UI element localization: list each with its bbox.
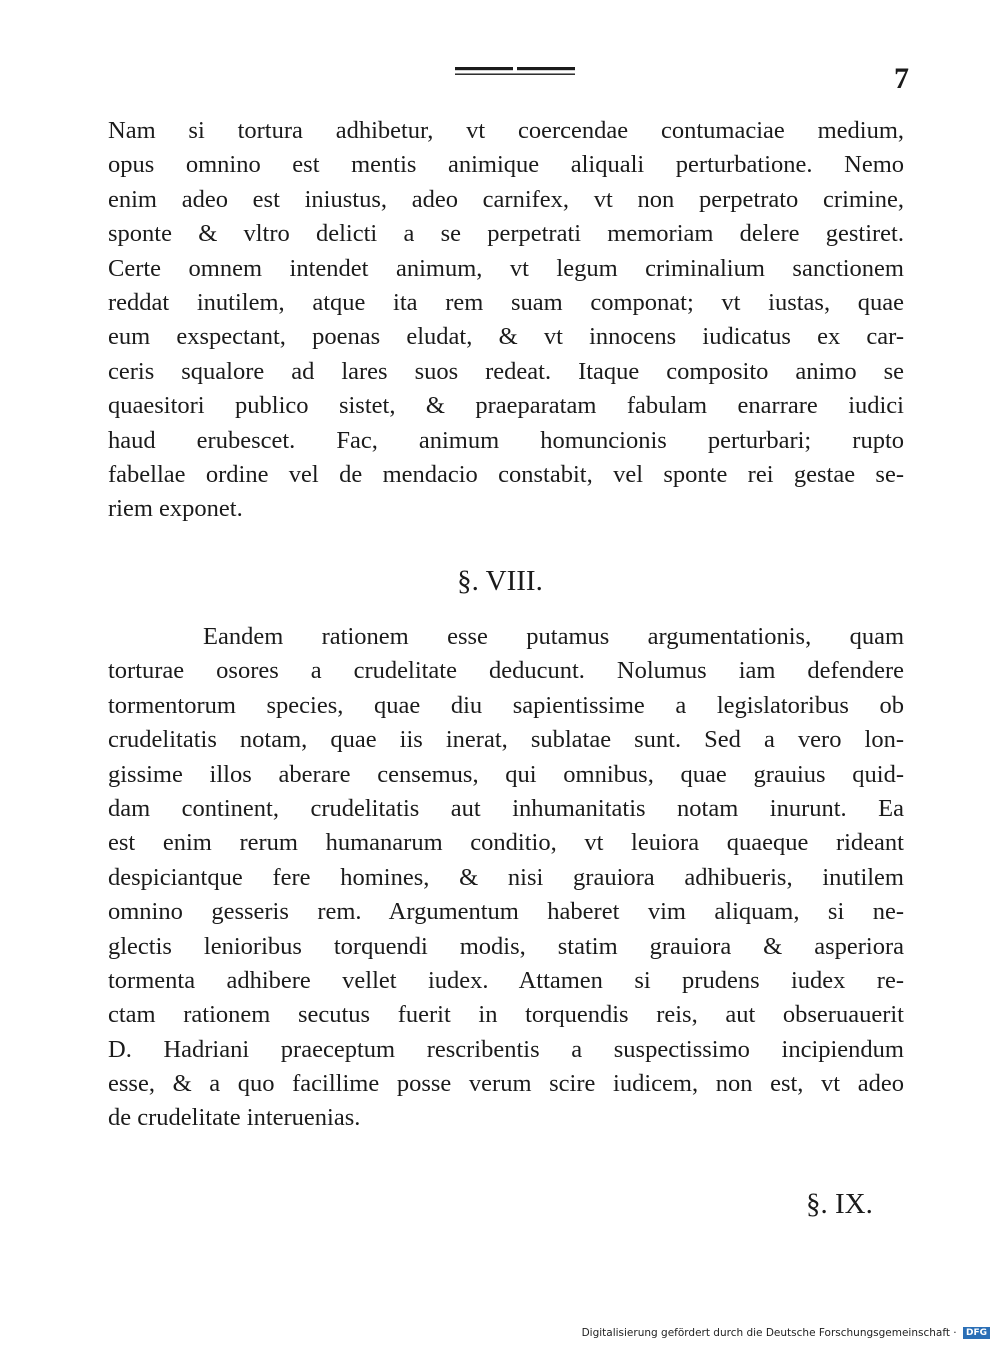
section-heading: §. VIII. bbox=[457, 565, 543, 597]
text-line: ceris squalore ad lares suos redeat. Itaque composito animo se bbox=[108, 357, 904, 385]
paragraph-2 bbox=[108, 620, 904, 1136]
text-line: crudelitatis notam, quae iis inerat, sublatae sunt. Sed a vero lon- bbox=[108, 726, 904, 754]
text-line: glectis lenioribus torquendi modis, statim grauiora & asperiora bbox=[108, 932, 904, 960]
text-line: haud erubescet. Fac, animum homuncionis perturbari; rupto bbox=[108, 426, 904, 454]
text-line: quaesitori publico sistet, & praeparatam fabulam enarrare iudici bbox=[108, 392, 904, 420]
text-line: Eandem rationem esse putamus argumentationis, quam bbox=[203, 623, 904, 650]
text-line: Nam si tortura adhibetur, vt coercendae contumaciae medium, bbox=[108, 117, 904, 144]
text-line: ctam rationem secutus fuerit in torquendis reis, aut obseruauerit bbox=[108, 1001, 904, 1029]
text-line: reddat inutilem, atque ita rem suam componat; vt iustas, quae bbox=[108, 288, 904, 316]
footer-text: Digitalisierung gefördert durch die Deutsche Forschungsgemeinschaft · bbox=[581, 1327, 957, 1339]
text-line: opus omnino est mentis animique aliquali perturbatione. Nemo bbox=[108, 151, 904, 179]
text-line: dam continent, crudelitatis aut inhumanitatis notam inurunt. Ea bbox=[108, 794, 904, 822]
digitization-footer bbox=[582, 1326, 990, 1340]
text-line: omnino gesseris rem. Argumentum haberet vim aliquam, si ne- bbox=[108, 898, 904, 926]
paragraph-1 bbox=[108, 114, 904, 527]
text-line: riem exponet. bbox=[108, 495, 243, 523]
text-line: gissime illos aberare censemus, qui omnibus, quae grauius quid- bbox=[108, 760, 904, 788]
text-line: est enim rerum humanarum conditio, vt leuiora quaeque rideant bbox=[108, 829, 904, 857]
text-line: tormentorum species, quae diu sapientissime a legislatoribus ob bbox=[108, 691, 904, 719]
text-line: tormenta adhibere vellet iudex. Attamen si prudens iudex re- bbox=[108, 966, 904, 994]
text-line: de crudelitate interuenias. bbox=[108, 1104, 361, 1132]
text-line: enim adeo est iniustus, adeo carnifex, vt non perpetrato crimine, bbox=[108, 185, 904, 213]
dfg-logo-icon: DFG bbox=[963, 1327, 990, 1339]
text-line: Certe omnem intendet animum, vt legum criminalium sanctionem bbox=[108, 254, 904, 282]
text-line: fabellae ordine vel de mendacio constabit, vel sponte rei gestae se- bbox=[108, 460, 904, 488]
text-line: sponte & vltro delicti a se perpetrati memoriam delere gestiret. bbox=[108, 220, 904, 248]
catchword: §. IX. bbox=[806, 1188, 873, 1220]
ornament-icon bbox=[455, 66, 575, 78]
text-line: D. Hadriani praeceptum rescribentis a suspectissimo incipiendum bbox=[108, 1035, 904, 1063]
text-line: esse, & a quo facillime posse verum scire iudicem, non est, vt adeo bbox=[108, 1070, 904, 1098]
page-number: 7 bbox=[894, 62, 909, 95]
text-line: eum exspectant, poenas eludat, & vt innocens iudicatus ex car- bbox=[108, 323, 904, 351]
text-line: torturae osores a crudelitate deducunt. Nolumus iam defendere bbox=[108, 657, 904, 685]
text-line: despiciantque fere homines, & nisi grauiora adhibueris, inutilem bbox=[108, 863, 904, 891]
